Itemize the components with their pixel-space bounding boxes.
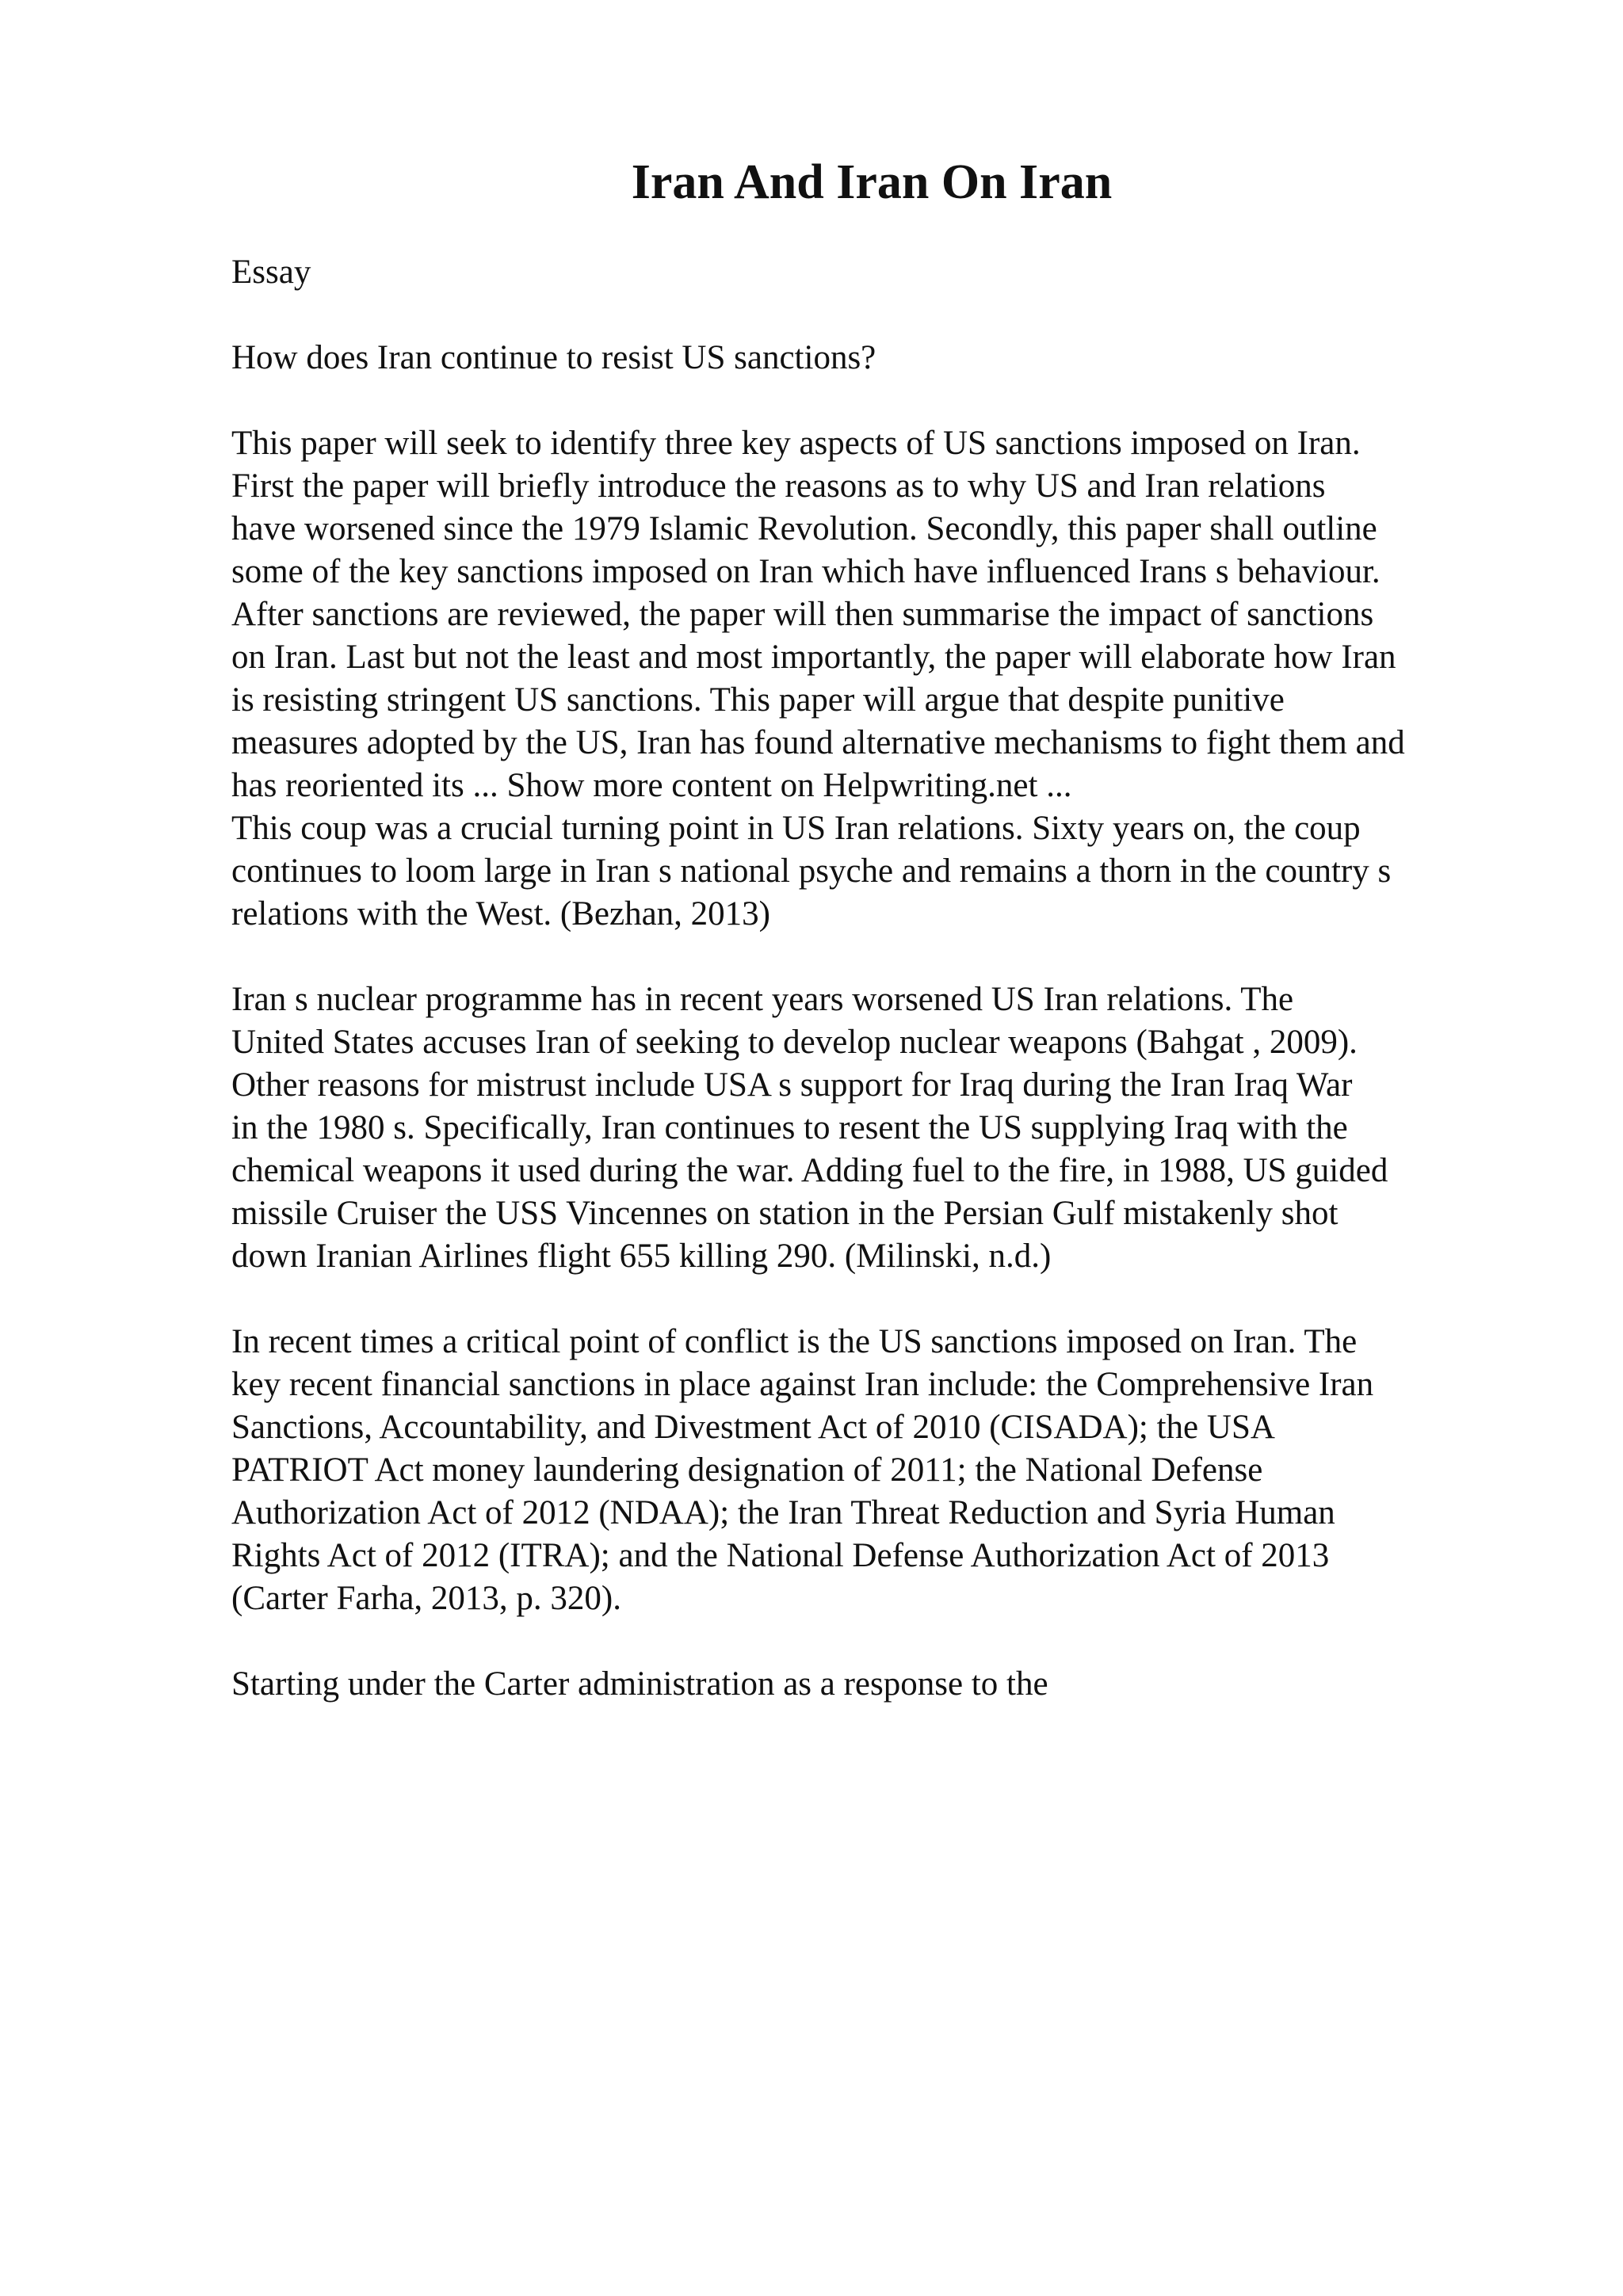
paragraph-line: Starting under the Carter administration as a response to the [231,1665,1048,1703]
paragraph-line: has reoriented its ... Show more content on Helpwriting.net ... [231,767,1072,804]
paragraph-line: some of the key sanctions imposed on Iran which have influenced Irans s behaviour. [231,553,1381,590]
paragraph-line: PATRIOT Act money laundering designation of 2011; the National Defense [231,1451,1263,1489]
paragraph-line: This coup was a crucial turning point in US Iran relations. Sixty years on, the coup [231,810,1361,847]
paragraph-line: In recent times a critical point of conflict is the US sanctions imposed on Iran. The [231,1323,1358,1360]
document-title: Iran And Iran On Iran [631,155,1113,209]
paragraph-line: down Iranian Airlines flight 655 killing 290. (Milinski, n.d.) [231,1238,1052,1275]
paragraph-line: Iran s nuclear programme has in recent years worsened US Iran relations. The [231,981,1294,1018]
paragraph-line: key recent financial sanctions in place against Iran include: the Comprehensive Iran [231,1366,1374,1403]
paragraph-line: United States accuses Iran of seeking to develop nuclear weapons (Bahgat , 2009). [231,1024,1358,1061]
document-subtitle: Essay [231,254,311,291]
paragraph-line: This paper will seek to identify three key aspects of US sanctions imposed on Iran. [231,425,1361,462]
paragraph-line: missile Cruiser the USS Vincennes on station in the Persian Gulf mistakenly shot [231,1195,1338,1232]
paragraph-line: Sanctions, Accountability, and Divestment Act of 2010 (CISADA); the USA [231,1409,1275,1446]
paragraph-line: chemical weapons it used during the war. Adding fuel to the fire, in 1988, US guided [231,1152,1388,1189]
paragraph-line: have worsened since the 1979 Islamic Revolution. Secondly, this paper shall outline [231,510,1377,547]
paragraph-line: Authorization Act of 2012 (NDAA); the Iran Threat Reduction and Syria Human [231,1494,1335,1531]
paragraph-line: continues to loom large in Iran s national psyche and remains a thorn in the country s [231,852,1392,890]
paragraph-line: is resisting stringent US sanctions. This paper will argue that despite punitive [231,681,1285,719]
paragraph-line: First the paper will briefly introduce the reasons as to why US and Iran relations [231,467,1326,505]
paragraph-line: After sanctions are reviewed, the paper will then summarise the impact of sanctions [231,596,1374,633]
paragraph-line: relations with the West. (Bezhan, 2013) [231,895,771,933]
paragraph-line: Other reasons for mistrust include USA s support for Iraq during the Iran Iraq War [231,1066,1353,1104]
paragraph-line: on Iran. Last but not the least and most importantly, the paper will elaborate how Iran [231,639,1396,676]
paragraph-line: (Carter Farha, 2013, p. 320). [231,1580,621,1617]
paragraph-line: measures adopted by the US, Iran has found alternative mechanisms to fight them and [231,724,1405,761]
essay-question: How does Iran continue to resist US sanctions? [231,339,876,376]
paragraph-line: in the 1980 s. Specifically, Iran continues to resent the US supplying Iraq with the [231,1109,1348,1146]
paragraph-line: Rights Act of 2012 (ITRA); and the National Defense Authorization Act of 2013 [231,1537,1330,1574]
